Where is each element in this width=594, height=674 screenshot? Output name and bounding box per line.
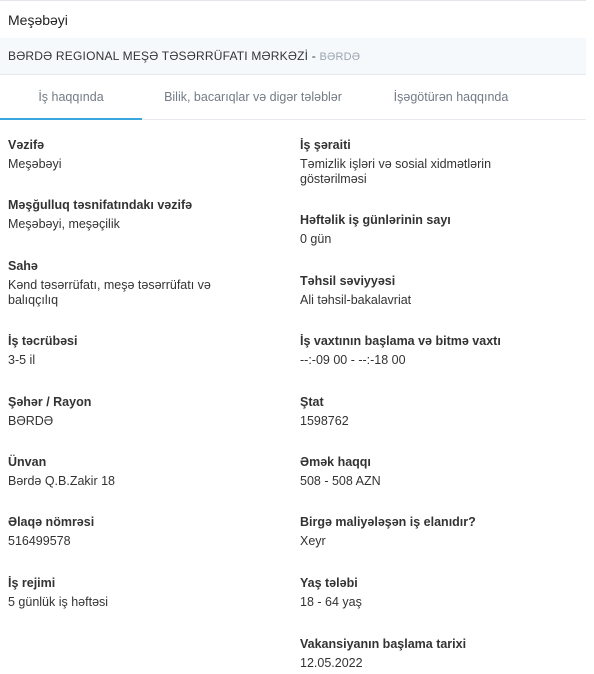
tab-skills-requirements[interactable]: Bilik, bacarıqlar və digər tələblər: [164, 90, 342, 104]
field-cofinanced: [300, 515, 476, 549]
organization-city: BƏRDƏ: [319, 51, 361, 63]
tab-about-employer[interactable]: İşəgötürən haqqında: [393, 90, 509, 104]
field-label: İş təcrübəsi: [8, 334, 78, 348]
field-label: Vakansiyanın başlama tarixi: [300, 637, 467, 651]
field-label: Həftəlik iş günlərinin sayı: [300, 213, 451, 227]
tab-about-job[interactable]: İş haqqında: [0, 76, 142, 119]
field-experience: [8, 334, 77, 368]
field-label: Vəzifə: [8, 138, 45, 152]
field-label: Ünvan: [8, 455, 47, 469]
top-divider: [0, 0, 586, 1]
field-label: Yaş tələbi: [300, 576, 358, 590]
field-value: 5 günlük iş həftəsi: [8, 595, 109, 609]
field-classified-position: [8, 198, 192, 232]
field-value: Ali təhsil-bakalavriat: [300, 293, 412, 307]
field-value: Meşəbəyi, meşəçilik: [8, 217, 120, 231]
field-value: 516499578: [8, 534, 71, 548]
field-label: Əlaqə nömrəsi: [8, 515, 95, 529]
field-address: [8, 455, 115, 489]
organization-name: BƏRDƏ REGIONAL MEŞƏ TƏSƏRRÜFATI MƏRKƏZİ: [8, 49, 309, 63]
field-label: İş rejimi: [8, 576, 56, 590]
field-value: 18 - 64 yaş: [300, 595, 362, 609]
field-city-district: [8, 395, 91, 429]
field-position: [8, 138, 62, 172]
field-value: Təmizlik işləri və sosial xidmətlərin göstərilməsi: [300, 157, 492, 186]
organization-bar: [0, 38, 586, 75]
field-value: Xeyr: [300, 534, 326, 548]
field-work-mode: [8, 576, 108, 610]
field-contact-number: [8, 515, 94, 549]
organization-separator: -: [311, 49, 316, 63]
field-vacancy-start-date: [300, 637, 466, 671]
field-weekly-workdays: [300, 213, 451, 247]
field-education-level: [300, 274, 411, 308]
field-work-conditions: [300, 138, 530, 187]
tab-bar: [0, 76, 586, 120]
field-label: Ştat: [300, 395, 324, 409]
field-value: Meşəbəyi: [8, 157, 62, 171]
page-title: Meşəbəyi: [8, 12, 68, 28]
field-label: Əmək haqqı: [300, 455, 371, 469]
field-salary: [300, 455, 381, 489]
field-value: Bərdə Q.B.Zakir 18: [8, 474, 115, 488]
field-value: Kənd təsərrüfatı, meşə təsərrüfatı və balıqçılıq: [8, 278, 211, 307]
field-label: Təhsil səviyyəsi: [300, 274, 396, 288]
field-value: 508 - 508 AZN: [300, 474, 381, 488]
field-label: Sahə: [8, 259, 38, 273]
field-value: 0 gün: [300, 232, 332, 246]
field-staff-unit: [300, 395, 349, 429]
field-work-hours: [300, 334, 501, 368]
field-label: Şəhər / Rayon: [8, 395, 92, 409]
field-label: Məşğulluq təsnifatındakı vəzifə: [8, 198, 193, 212]
field-age-requirement: [300, 576, 362, 610]
field-value: --:-09 00 - --:-18 00: [300, 353, 406, 367]
field-value: 12.05.2022: [300, 656, 363, 670]
field-label: Birgə maliyələşən iş elanıdır?: [300, 515, 476, 529]
field-value: BƏRDƏ: [8, 414, 54, 428]
field-label: İş vaxtının başlama və bitmə vaxtı: [300, 334, 501, 348]
field-sector: [8, 259, 248, 308]
field-label: İş şəraiti: [300, 138, 351, 152]
field-value: 1598762: [300, 414, 349, 428]
field-value: 3-5 il: [8, 353, 36, 367]
